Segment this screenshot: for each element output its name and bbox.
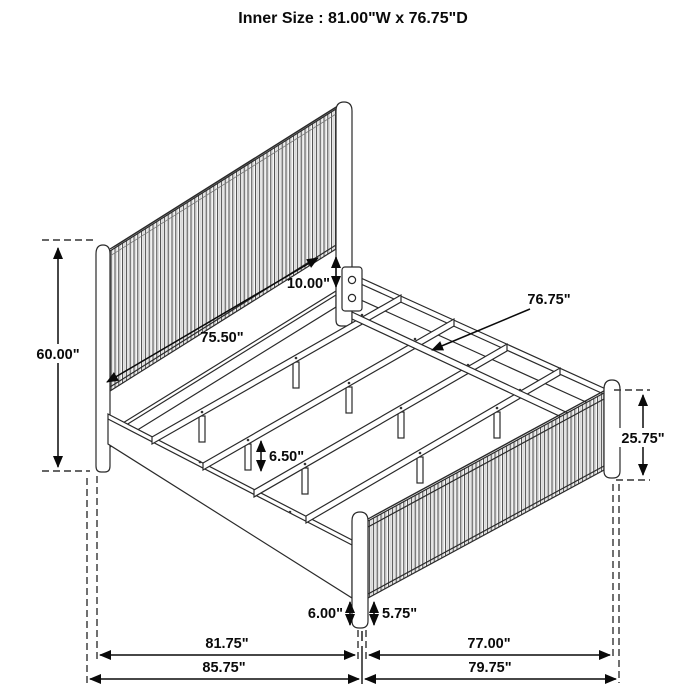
slat-leg	[494, 412, 500, 438]
slat-leg	[417, 457, 423, 483]
dim-footboard-clearance: 5.75"	[382, 606, 418, 622]
dim-floor-width-inner: 77.00"	[467, 636, 511, 652]
bed-drawing	[96, 102, 620, 628]
footboard-front-post	[352, 512, 368, 628]
page-title: Inner Size : 81.00"W x 76.75"D	[238, 10, 468, 27]
dim-headboard-height: 60.00"	[36, 347, 80, 363]
dim-rail-depth: 76.75"	[527, 292, 571, 308]
left-side-rail	[108, 414, 352, 598]
headboard-bracket	[342, 267, 362, 311]
slat-leg	[346, 387, 352, 413]
slat-leg	[293, 362, 299, 388]
dim-slat-leg-height: 6.50"	[269, 449, 305, 465]
dim-floor-length-inner: 81.75"	[205, 636, 249, 652]
dim-footboard-height: 25.75"	[621, 431, 665, 447]
slat-leg	[245, 444, 251, 470]
dim-rail-clearance: 6.00"	[307, 606, 343, 622]
dim-floor-length-overall: 85.75"	[202, 660, 246, 676]
dim-inner-width: 75.50"	[200, 330, 244, 346]
slat-leg	[398, 412, 404, 438]
dim-floor-width-overall: 79.75"	[468, 660, 512, 676]
slat-leg	[302, 468, 308, 494]
slat-leg	[199, 416, 205, 442]
dim-panel-gap: 10.00"	[286, 276, 330, 292]
